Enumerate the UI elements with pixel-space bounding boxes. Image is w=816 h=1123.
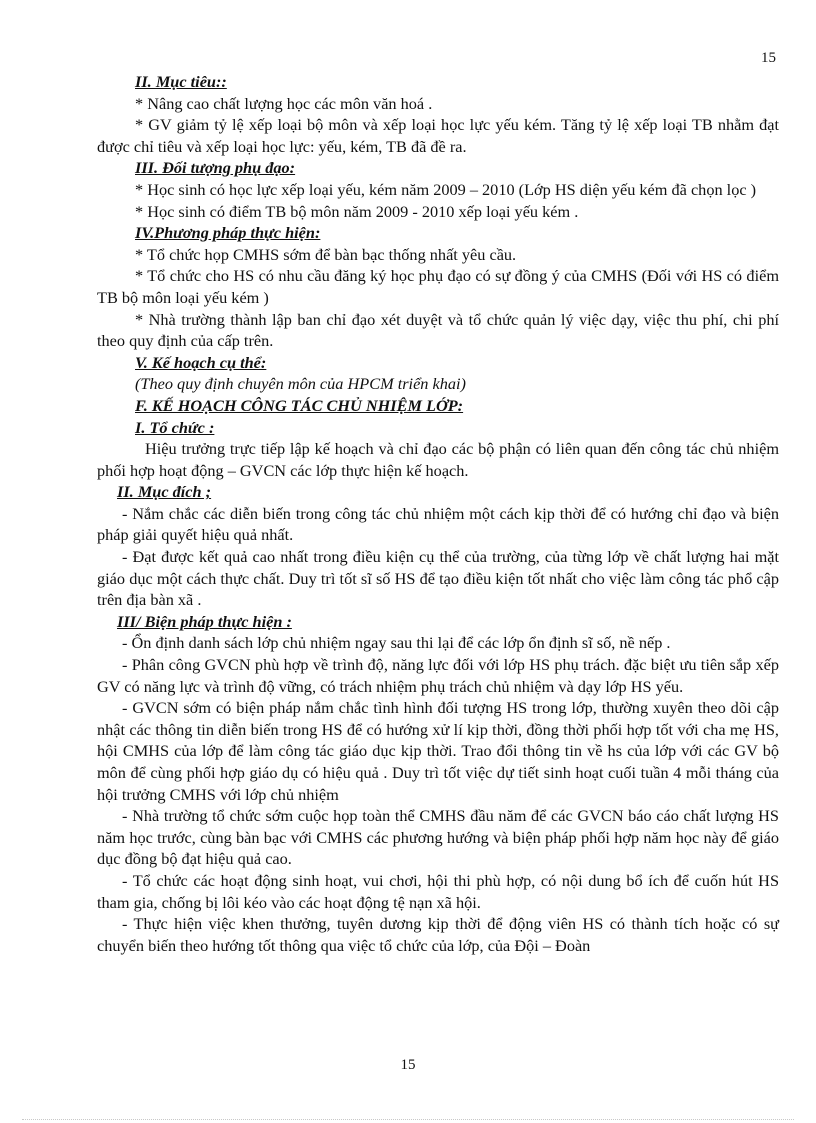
paragraph: - Đạt được kết quả cao nhất trong điều kiện cụ thể của trường, của từng lớp về chất lượng hai mặt giáo dục một cách thực chất. Duy trì tốt sĩ số HS để tạo điều kiện tốt nhất cho việc làm công tác phổ cập trên địa bàn xã . xyxy=(97,547,779,610)
heading-ke-hoach-cu-the: V. Kế hoạch cụ thể: xyxy=(135,352,267,372)
paragraph: - Ổn định danh sách lớp chủ nhiệm ngay sau thi lại để các lớp ổn định sĩ số, nề nếp . xyxy=(122,633,671,653)
paragraph: - Phân công GVCN phù hợp về trình độ, năng lực đối với lớp HS phụ trách. đặc biệt ưu tiên sắp xếp GV có năng lực và trình độ vững, có trách nhiệm phụ trách chủ nhiệm và dạy lớp HS yếu. xyxy=(97,655,779,696)
paragraph: * Học sinh có học lực xếp loại yếu, kém năm 2009 – 2010 (Lớp HS diện yếu kém đã chọn lọc ) xyxy=(135,179,757,199)
heading-phuong-phap-thuc-hien: IV.Phương pháp thực hiện: xyxy=(135,223,321,243)
heading-bien-phap-thuc-hien: III/ Biện pháp thực hiện : xyxy=(117,611,292,631)
paragraph: * Học sinh có điểm TB bộ môn năm 2009 - 2010 xếp loại yếu kém . xyxy=(135,201,579,221)
paragraph: * Nâng cao chất lượng học các môn văn hoá . xyxy=(135,93,433,113)
paragraph: Hiệu trưởng trực tiếp lập kế hoạch và chỉ đạo các bộ phận có liên quan đến công tác chủ nhiệm phối hợp hoạt động – GVCN các lớp thực hiện kế hoạch. xyxy=(97,439,779,480)
paragraph: - Nhà trường tổ chức sớm cuộc họp toàn thể CMHS đầu năm để các GVCN báo cáo chất lượng HS năm học trước, cùng bàn bạc với CMHS các phương hướng và biện pháp phối hợp năm học này để giáo dục đồng bộ đạt hiệu quả cao. xyxy=(97,806,779,869)
paragraph: * Tổ chức họp CMHS sớm để bàn bạc thống nhất yêu cầu. xyxy=(135,244,517,264)
document-body xyxy=(97,71,779,956)
page-number-top: 15 xyxy=(761,50,776,66)
paragraph: * GV giảm tỷ lệ xếp loại bộ môn và xếp loại học lực yếu kém. Tăng tỷ lệ xếp loại TB nhằm đạt được chỉ tiêu và xếp loại học lực: yếu, kém, TB đã đề ra. xyxy=(97,115,779,156)
heading-to-chuc: I. Tổ chức : xyxy=(135,417,215,437)
heading-muc-tieu: II. Mục tiêu:: xyxy=(135,72,227,91)
heading-muc-dich: II. Mục đích ; xyxy=(117,482,212,502)
page-bottom-dotted-divider xyxy=(22,1119,794,1120)
paragraph: - Tổ chức các hoạt động sinh hoạt, vui chơi, hội thi phù hợp, có nội dung bổ ích để cuốn hút HS tham gia, chống bị lôi kéo vào các hoạt động tệ nạn xã hội. xyxy=(97,870,779,912)
paragraph: * Tổ chức cho HS có nhu cầu đăng ký học phụ đạo có sự đồng ý của CMHS (Đối với HS có điểm TB bộ môn loại yếu kém ) xyxy=(97,266,779,307)
paragraph: - GVCN sớm có biện pháp nắm chắc tình hình đối tượng HS trong lớp, thường xuyên theo dõi cập nhật các thông tin diễn biến trong HS để có hướng xử lí kịp thời, đồng thời phối hợp tốt với cha mẹ HS, hội CMHS của lớp để làm công tác giáo dục kịp thời. Trao đổi thông tin về hs của lớp với các GV bộ môn để cùng phối hợp giáo dụ có hiệu quả . Duy trì tốt việc dự tiết sinh hoạt cuối tuần 4 mỗi tháng của hội trưởng CMHS với lớp chủ nhiệm xyxy=(97,698,779,804)
section-heading-f: F. KẾ HOẠCH CÔNG TÁC CHỦ NHIỆM LỚP: xyxy=(135,395,464,415)
paragraph: - Nắm chắc các diễn biến trong công tác chủ nhiệm một cách kịp thời để có hướng chỉ đạo và biện pháp giải quyết hiệu quả nhất. xyxy=(97,503,779,545)
italic-note: (Theo quy định chuyên môn của HPCM triển khai) xyxy=(135,374,466,394)
paragraph: - Thực hiện việc khen thưởng, tuyên dương kịp thời để động viên HS có thành tích hoặc có sự chuyển biến theo hướng tốt thông qua việc tổ chức của lớp, của Đội – Đoàn xyxy=(97,914,779,955)
paragraph: * Nhà trường thành lập ban chỉ đạo xét duyệt và tổ chức quản lý việc dạy, việc thu phí, chi phí theo quy định của cấp trên. xyxy=(97,309,779,351)
page-number-bottom: 15 xyxy=(400,1057,416,1073)
heading-doi-tuong-phu-dao: III. Đối tượng phụ đạo: xyxy=(135,158,296,178)
